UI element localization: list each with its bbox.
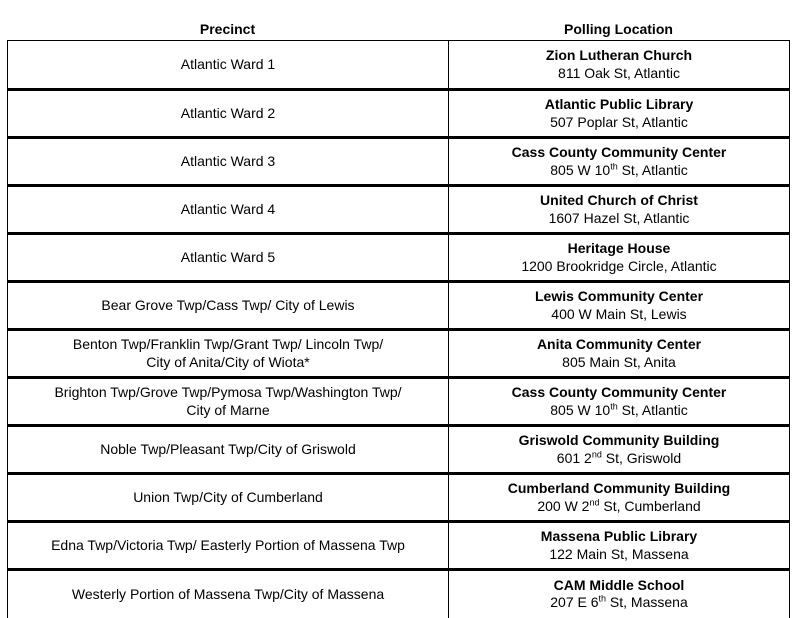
precinct-name: Benton Twp/Franklin Twp/Grant Twp/ Lincoln Twp/ bbox=[72, 336, 384, 352]
polling-location-cell bbox=[449, 474, 790, 522]
address-text: 811 Oak St, Atlantic bbox=[558, 64, 680, 81]
table-row bbox=[8, 570, 790, 618]
location-address bbox=[449, 546, 789, 564]
location-name: Massena Public Library bbox=[540, 528, 698, 544]
location-name: Griswold Community Building bbox=[518, 432, 720, 448]
address-text-rest: St, Atlantic bbox=[617, 161, 688, 178]
precinct-cell bbox=[8, 522, 449, 570]
location-address bbox=[449, 114, 789, 132]
location-name: CAM Middle School bbox=[553, 576, 685, 593]
polling-location-cell bbox=[449, 138, 790, 186]
address-text: 805 W 10 bbox=[550, 401, 611, 418]
table-header bbox=[7, 19, 789, 39]
table-row bbox=[8, 474, 790, 522]
location-name: Zion Lutheran Church bbox=[545, 47, 693, 63]
address-text: 1607 Hazel St, Atlantic bbox=[548, 209, 690, 226]
location-name: Atlantic Public Library bbox=[544, 96, 694, 112]
precinct-cell bbox=[8, 41, 449, 90]
ordinal-suffix: th bbox=[610, 400, 618, 411]
precinct-name: Bear Grove Twp/Cass Twp/ City of Lewis bbox=[101, 296, 355, 313]
table-row bbox=[8, 186, 790, 234]
precinct-name: Westerly Portion of Massena Twp/City of Massena bbox=[71, 585, 385, 602]
location-name: Anita Community Center bbox=[536, 336, 702, 352]
table-row bbox=[8, 234, 790, 282]
location-address bbox=[449, 306, 789, 324]
location-name: Cass County Community Center bbox=[511, 144, 727, 160]
address-text-rest: St, Atlantic bbox=[617, 401, 688, 418]
table-body bbox=[8, 41, 790, 618]
address-text-rest: St, Massena bbox=[606, 594, 688, 611]
precinct-name: Atlantic Ward 2 bbox=[180, 104, 276, 121]
table-row bbox=[8, 426, 790, 474]
precinct-cell bbox=[8, 138, 449, 186]
polling-location-cell bbox=[449, 41, 790, 90]
precinct-name: City of Marne bbox=[186, 401, 270, 418]
table-row bbox=[8, 90, 790, 138]
polling-location-cell bbox=[449, 90, 790, 138]
precinct-name: Edna Twp/Victoria Twp/ Easterly Portion of Massena Twp bbox=[51, 536, 405, 553]
polling-location-cell bbox=[449, 378, 790, 426]
polling-location-cell bbox=[449, 522, 790, 570]
location-name: Cumberland Community Building bbox=[507, 480, 731, 496]
precinct-cell bbox=[8, 282, 449, 330]
precinct-cell bbox=[8, 186, 449, 234]
address-text: 200 W 2 bbox=[537, 497, 590, 514]
location-address bbox=[449, 450, 789, 468]
location-name: Cass County Community Center bbox=[511, 384, 727, 400]
polling-location-cell bbox=[449, 186, 790, 234]
precinct-name: City of Anita/City of Wiota* bbox=[146, 353, 310, 370]
location-address bbox=[449, 498, 789, 516]
precinct-name: Noble Twp/Pleasant Twp/City of Griswold bbox=[100, 440, 356, 457]
location-address bbox=[449, 402, 789, 420]
precinct-cell bbox=[8, 90, 449, 138]
polling-location-column-header: Polling Location bbox=[564, 21, 673, 37]
location-name: United Church of Christ bbox=[540, 192, 698, 208]
address-text: 122 Main St, Massena bbox=[549, 545, 689, 562]
location-address bbox=[449, 210, 789, 228]
table-row bbox=[8, 378, 790, 426]
ordinal-suffix: nd bbox=[589, 496, 600, 507]
address-text: 507 Poplar St, Atlantic bbox=[550, 113, 688, 130]
precinct-cell bbox=[8, 330, 449, 378]
precinct-name: Atlantic Ward 1 bbox=[180, 55, 276, 72]
address-text-rest: St, Cumberland bbox=[599, 497, 701, 514]
location-name: Lewis Community Center bbox=[534, 288, 704, 304]
table-row bbox=[8, 522, 790, 570]
table-row bbox=[8, 282, 790, 330]
location-address bbox=[449, 258, 789, 276]
precinct-cell bbox=[8, 474, 449, 522]
polling-location-cell bbox=[449, 570, 790, 618]
precinct-column-header: Precinct bbox=[199, 21, 256, 37]
address-text: 400 W Main St, Lewis bbox=[551, 305, 687, 322]
table-row bbox=[8, 41, 790, 90]
polling-location-cell bbox=[449, 330, 790, 378]
location-address bbox=[449, 354, 789, 372]
ordinal-suffix: th bbox=[598, 593, 607, 604]
precinct-cell bbox=[8, 234, 449, 282]
precinct-name: Atlantic Ward 5 bbox=[180, 248, 276, 265]
location-address bbox=[449, 65, 789, 83]
polling-location-cell bbox=[449, 234, 790, 282]
precinct-cell bbox=[8, 378, 449, 426]
polling-location-cell bbox=[449, 282, 790, 330]
precinct-cell bbox=[8, 570, 449, 618]
address-text: 207 E 6 bbox=[550, 594, 599, 611]
precinct-name: Atlantic Ward 3 bbox=[180, 152, 276, 169]
address-text: 805 Main St, Anita bbox=[562, 353, 676, 370]
location-address bbox=[449, 162, 789, 180]
ordinal-suffix: th bbox=[610, 160, 618, 171]
ordinal-suffix: nd bbox=[591, 448, 602, 459]
precinct-name: Union Twp/City of Cumberland bbox=[133, 488, 323, 505]
address-text-rest: St, Griswold bbox=[601, 449, 682, 466]
precinct-cell bbox=[8, 426, 449, 474]
location-name: Heritage House bbox=[567, 240, 671, 256]
polling-location-cell bbox=[449, 426, 790, 474]
location-address bbox=[449, 594, 789, 612]
address-text: 1200 Brookridge Circle, Atlantic bbox=[521, 257, 717, 274]
polling-locations-table bbox=[7, 40, 790, 618]
address-text: 805 W 10 bbox=[550, 161, 611, 178]
address-text: 601 2 bbox=[556, 449, 592, 466]
table-row bbox=[8, 138, 790, 186]
precinct-name: Atlantic Ward 4 bbox=[180, 200, 276, 217]
table-row bbox=[8, 330, 790, 378]
precinct-name: Brighton Twp/Grove Twp/Pymosa Twp/Washington Twp/ bbox=[54, 384, 402, 400]
